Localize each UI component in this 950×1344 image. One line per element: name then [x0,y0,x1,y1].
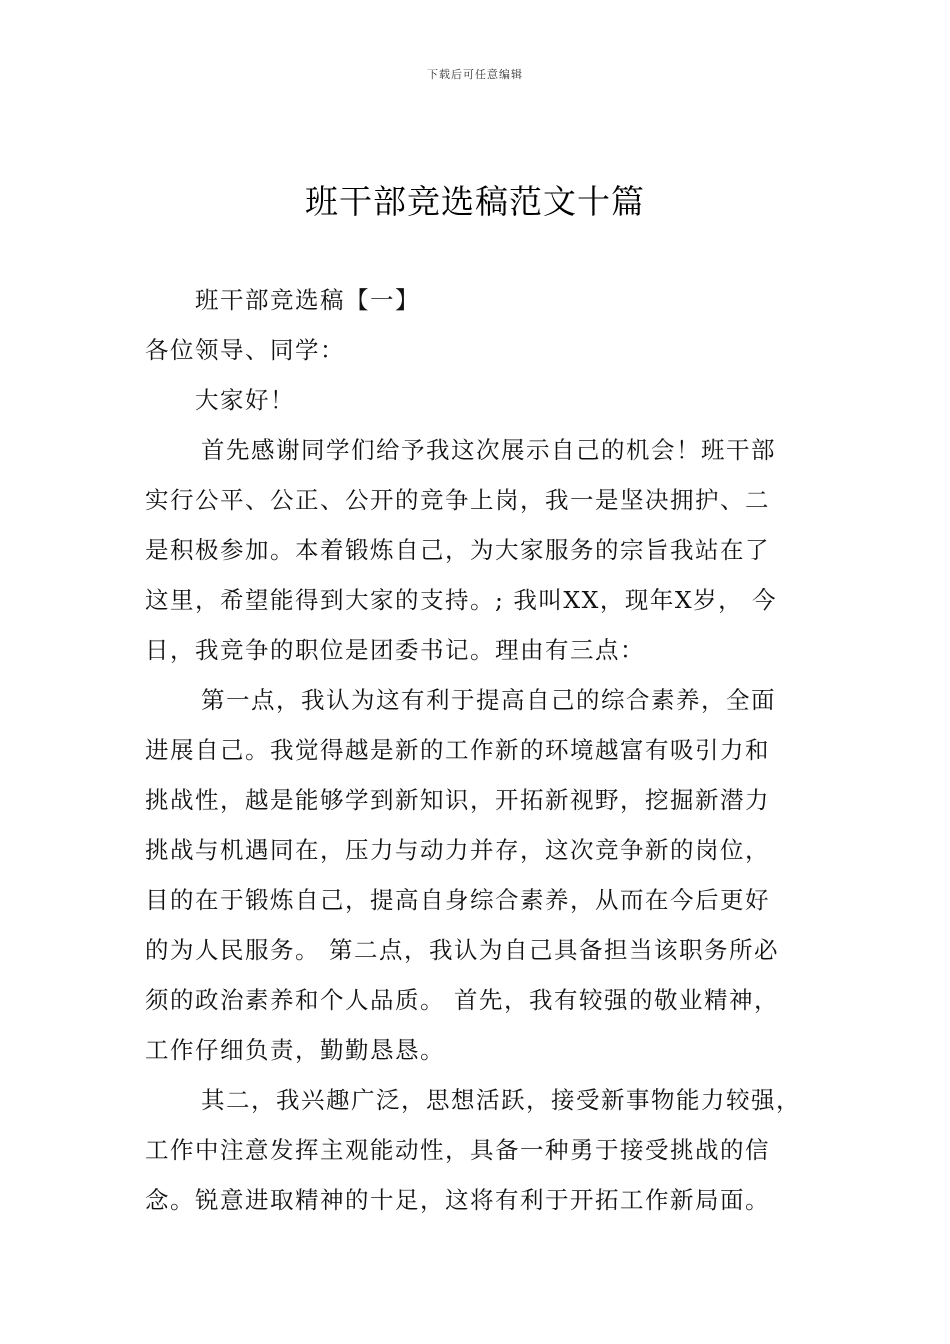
paragraph-line: 这里，希望能得到大家的支持。; 我叫XX，现年X岁， 今 [145,586,778,614]
paragraph-line: 挑战与机遇同在，压力与动力并存，这次竞争新的岗位， [145,836,770,864]
paragraph-line: 实行公平、公正、公开的竞争上岗，我一是坚决拥护、二 [145,486,770,514]
document-title: 班干部竞选稿范文十篇 [305,182,645,221]
paragraph-line: 首先感谢同学们给予我这次展示自己的机会！班干部 [201,436,776,464]
paragraph-line: 工作仔细负责，勤勤恳恳。 [145,1036,445,1064]
paragraph-line: 目的在于锻炼自己，提高自身综合素养，从而在今后更好 [145,886,770,914]
paragraph-line: 日，我竞争的职位是团委书记。理由有三点： [145,636,645,664]
header-note: 下载后可任意编辑 [427,68,523,81]
greeting: 大家好！ [195,386,295,414]
paragraph-line: 须的政治素养和个人品质。 首先，我有较强的敬业精神， [145,986,779,1014]
paragraph-line: 的为人民服务。 第二点，我认为自己具备担当该职务所必 [145,936,779,964]
section-heading: 班干部竞选稿【一】 [195,286,420,314]
paragraph-line: 进展自己。我觉得越是新的工作新的环境越富有吸引力和 [145,736,770,764]
paragraph-line: 第一点，我认为这有利于提高自己的综合素养，全面 [201,686,776,714]
document-body [145,275,835,1235]
paragraph-line: 工作中注意发挥主观能动性，具备一种勇于接受挑战的信 [145,1136,770,1164]
paragraph-line: 念。锐意进取精神的十足，这将有利于开拓工作新局面。 [145,1186,770,1214]
paragraph-line: 挑战性，越是能够学到新知识，开拓新视野，挖掘新潜力 [145,786,770,814]
paragraph-line: 是积极参加。本着锻炼自己，为大家服务的宗旨我站在了 [145,536,770,564]
paragraph-line: 其二，我兴趣广泛，思想活跃，接受新事物能力较强， [201,1086,801,1114]
salutation: 各位领导、同学： [145,336,345,364]
